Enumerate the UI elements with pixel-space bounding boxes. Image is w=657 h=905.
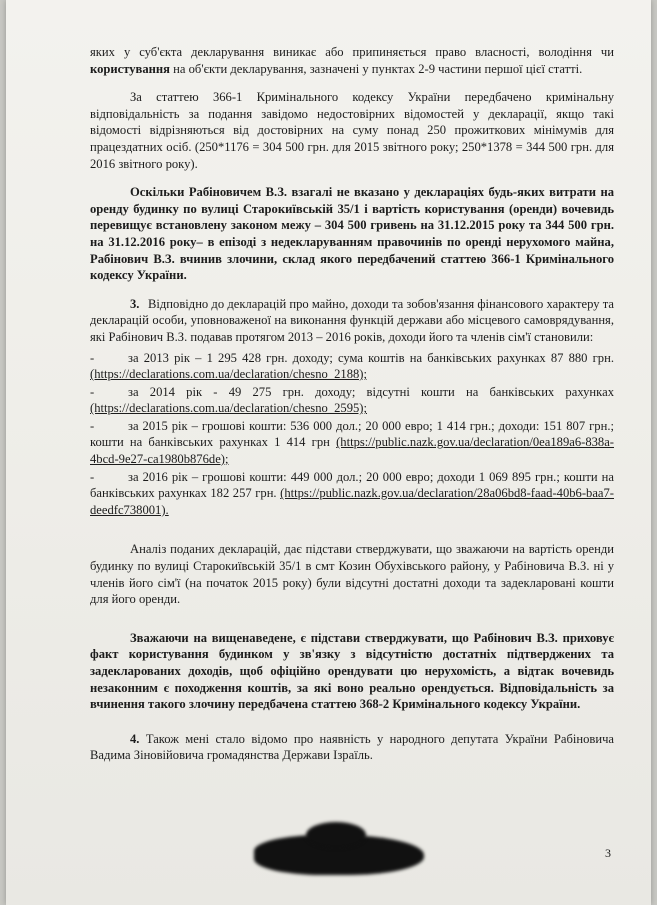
- document-page: [6, 0, 651, 905]
- paragraph-number: 3.: [130, 296, 140, 311]
- paragraph-number: 4.: [130, 731, 140, 746]
- bold-span: Оскільки Рабіновичем В.З. взагалі не вказано у деклараціях будь-яких витрати на оренду будинку по вулиці Старокиївській 35/1 і вартість користування (оренди) вочевидь перевищує встановлену законом межу – 304 500 гривень на 31.12.2015 року та 344 500 грн. на 31.12.2016 року: [90, 185, 614, 249]
- list-item: - за 2016 рік – грошові кошти: 449 000 дол.; 20 000 евро; доходи 1 069 895 грн.; кошти на банківських рахунках 182 257 грн. (https://public.nazk.gov.ua/declaration/28a06bd8-faad-40b6-baa7-deedfc738001).: [90, 469, 614, 517]
- text-span: Відповідно до декларацій про майно, доходи та зобов'язання фінансового характеру та декларацій особи, уповноваженої на виконання функцій держави або місцевого самоврядування, які Рабінович В.З. подавав протягом 2013 – 2016 років, доходи його та членів сім'ї становили:: [90, 296, 614, 344]
- income-list: [90, 350, 614, 519]
- text-span: Також мені стало відомо про наявність у народного депутата України Рабіновича Вадима Зіновійовича громадянства Держави Ізраїль.: [90, 731, 615, 763]
- declaration-link[interactable]: (https://public.nazk.gov.ua/declaration/0ea189a6-838a-4bcd-9e27-ca1980b876de);: [90, 435, 614, 467]
- text-span: на об'єкти декларування, зазначені у пунктах 2-9 частини першої цієї статті.: [169, 61, 583, 76]
- text-span: яких у суб'єкта декларування виникає або припиняється право власності, володіння чи: [90, 45, 614, 59]
- list-item-text: за 2013 рік – 1 295 428 грн. доходу; сума коштів на банківських рахунках 87 880 грн.: [128, 350, 614, 365]
- declaration-link[interactable]: (https://declarations.com.ua/declaration/chesno_2595);: [90, 401, 367, 416]
- paragraph-bold-conclusion-366: [90, 184, 614, 284]
- list-item-text: за 2014 рік - 49 275 грн. доходу; відсутні кошти на банківських рахунках: [128, 384, 614, 399]
- bold-span: – в епізоді з недекларуванням правочинів по оренді нерухомого майна, Рабінович В.З. вчинив злочини, склад якого передбачений статтею 366-1 Кримінального кодексу України.: [90, 234, 615, 283]
- page-number: 3: [605, 846, 611, 860]
- paragraph-4: [90, 731, 614, 764]
- bold-span: користування: [90, 61, 170, 76]
- list-item: - за 2013 рік – 1 295 428 грн. доходу; сума коштів на банківських рахунках 87 880 грн. (https://declarations.com.ua/declaration/chesno_2188);: [90, 350, 614, 382]
- paragraph-analysis: Аналіз поданих декларацій, дає підстави стверджувати, що зважаючи на вартість оренди будинку по вулиці Старокиївській 35/1 в смт Козин Обухівського району, у Рабіновича В.З. ні у членів його сім'ї (на початок 2015 року) були відсутні достатні доходи та задекларовані кошти для його оренди.: [90, 542, 614, 607]
- paragraph-continuation: [90, 44, 614, 77]
- document-body: [90, 44, 614, 764]
- list-item-text: за 2015 рік – грошові кошти: 536 000 дол.; 20 000 евро; 1 414 грн.; доходи: 151 807 грн.; кошти на банківських рахунках 1 414 грн: [90, 418, 614, 450]
- bold-span: Зважаючи на вищенаведене, є підстави стверджувати, що Рабінович В.З. приховує факт користування будинком у зв'язку з відсутністю достатніх підтверджених та задекларованих доходів, щоб офіційно орендувати цю нерухомість, а відтак вочевидь незаконним є походження коштів, за які воно реально орендується. Відповідальність за вчинення такого злочину передбачена статтею 368-2 Кримінального кодексу України.: [90, 630, 614, 712]
- declaration-link[interactable]: (https://public.nazk.gov.ua/declaration/28a06bd8-faad-40b6-baa7-deedfc738001).: [90, 486, 614, 517]
- redacted-signature-part: [306, 822, 366, 848]
- paragraph-article-366: За статтею 366-1 Кримінального кодексу України передбачено кримінальну відповідальність за подання завідомо недостовірних відомостей у декларації, якщо такі відомості відрізняються від достовірних на суму понад 250 прожиткових мінімумів для працездатних осіб. (250*1176 = 304 500 грн. для 2015 звітного року; 250*1378 = 344 500 грн. для 2016 звітного року).: [90, 90, 614, 171]
- list-item: - за 2015 рік – грошові кошти: 536 000 дол.; 20 000 евро; 1 414 грн.; доходи: 151 807 грн.; кошти на банківських рахунках 1 414 грн (https://public.nazk.gov.ua/declaration/0ea189a6-838a-4bcd-9e27-ca1980b876de);: [90, 418, 614, 467]
- declaration-link[interactable]: (https://declarations.com.ua/declaration/chesno_2188);: [90, 367, 367, 382]
- paragraph-3: [90, 296, 614, 346]
- list-item: - за 2014 рік - 49 275 грн. доходу; відсутні кошти на банківських рахунках (https://declarations.com.ua/declaration/chesno_2595);: [90, 384, 614, 416]
- paragraph-conclusion-368: [90, 630, 614, 713]
- list-item-text: за 2016 рік – грошові кошти: 449 000 дол.; 20 000 евро; доходи 1 069 895 грн.; кошти на банківських рахунках 182 257 грн.: [90, 469, 614, 501]
